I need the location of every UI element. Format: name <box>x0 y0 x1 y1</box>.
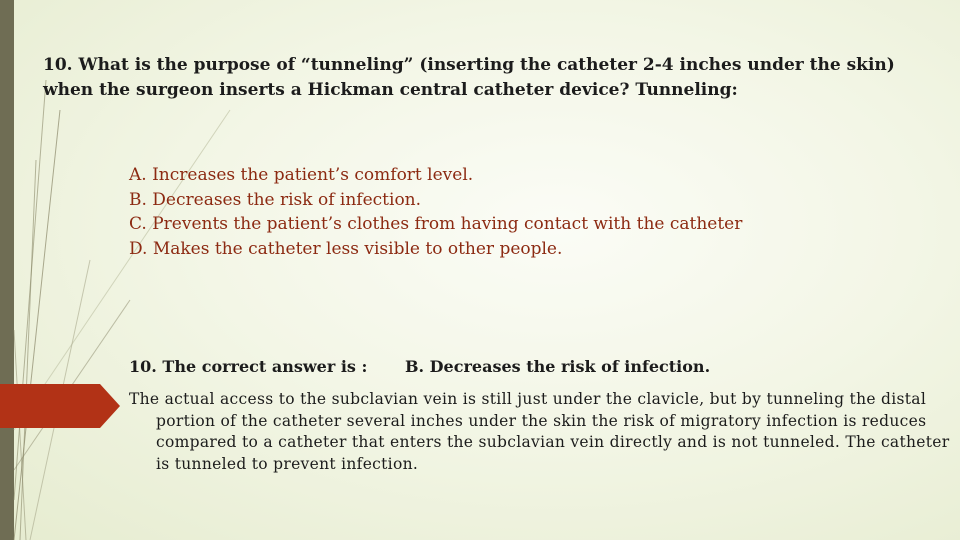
option-b: B. Decreases the risk of infection. <box>129 189 422 210</box>
accent-arrow-shape <box>0 384 100 428</box>
option-a: A. Increases the patient’s comfort level. <box>129 165 474 185</box>
answer-value: B. Decreases the risk of infection. <box>405 357 711 376</box>
correct-answer-line <box>129 357 929 376</box>
question-text: 10. What is the purpose of “tunneling” (inserting the catheter 2-4 inches under the skin) when the surgeon inserts a Hickman central catheter device? Tunneling: <box>43 55 895 100</box>
explanation-text: The actual access to the subclavian vein is still just under the clavicle, but by tunneling the distal portion of the catheter several inches under the skin the risk of migratory infection is reduces compared to a catheter that enters the subclavian vein directly and is not tunneled. The catheter is tunneled to prevent infection. <box>129 390 950 473</box>
option-c: C. Prevents the patient’s clothes from having contact with the catheter <box>129 214 743 234</box>
answer-options <box>129 163 889 261</box>
answer-label: 10. The correct answer is : <box>129 357 368 376</box>
option-d: D. Makes the catheter less visible to other people. <box>129 238 563 259</box>
